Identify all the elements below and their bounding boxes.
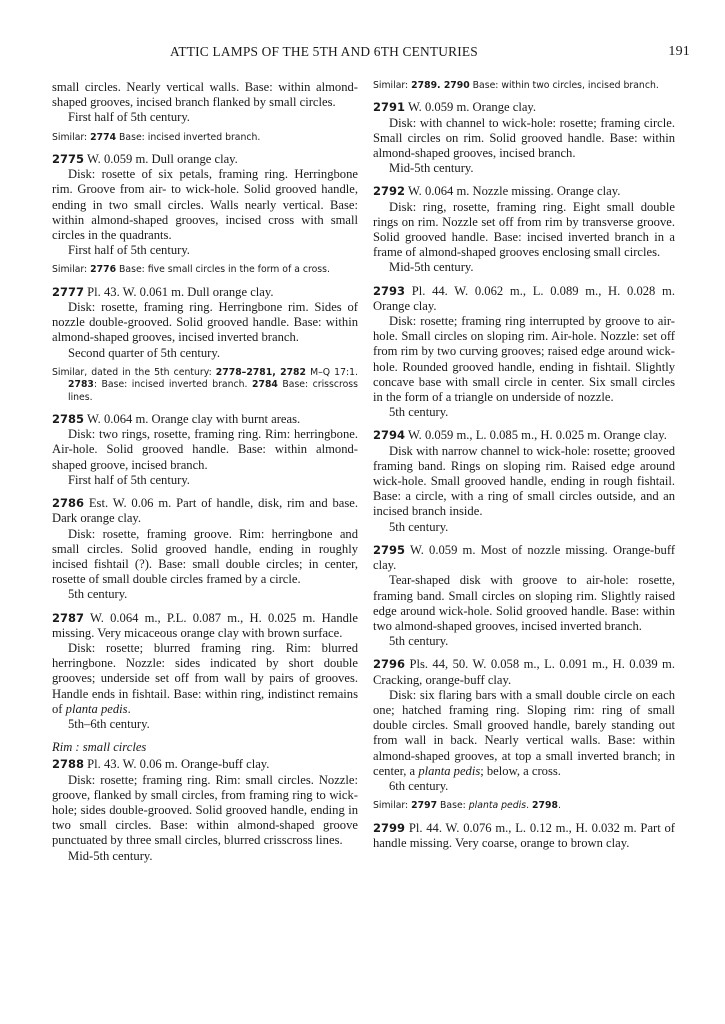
catalog-entry-2785: 2785 W. 0.064 m. Orange clay with burnt areas. Disk: two rings, rosette, framing ring. Rim: herringbone. Air-hole. Solid grooved handle. Base: within almond-shaped groove, incised branch. First half of 5th century. xyxy=(52,412,358,487)
catalog-entry-2786: 2786 Est. W. 0.06 m. Part of handle, disk, rim and base. Dark orange clay. Disk: rosette, framing groove. Rim: herringbone and small circles. Solid grooved handle, ending in roughly incised fishtail (?). Base: small double circles; in center, rosette of small double circles framed by a circle. 5th century. xyxy=(52,496,358,602)
entry-number: 2793 xyxy=(373,283,406,298)
entry-number: 2792 xyxy=(373,184,406,199)
left-column xyxy=(52,80,358,864)
catalog-entry-2793: 2793 Pl. 44. W. 0.062 m., L. 0.089 m., H. 0.028 m. Orange clay. Disk: rosette; framing ring interrupted by groove to air-hole. Small circles on sloping rim. Air-hole. Nozzle: set off from rim by two curving grooves; raised edge around wick-hole. Rounded grooved handle, ending in fishtail. Slightly concave base with small circle in center. Six small circles in the form of a triangle on underside of nozzle. 5th century. xyxy=(373,283,675,420)
entry-number: 2791 xyxy=(373,100,406,115)
similar-note: Similar: 2774 Base: incised inverted branch. xyxy=(52,131,261,143)
catalog-entry-2788: 2788 Pl. 43. W. 0.06 m. Orange-buff clay. Disk: rosette; framing ring. Rim: small circles. Nozzle: groove, flanked by small circles, from framing ring to wick-hole; sides double-grooved. Solid grooved handle, ending in two small circles. Base: within almond-shaped groove punctuated by three small circles, blurred crisscross lines. Mid-5th century. xyxy=(52,757,358,863)
entry-number: 2787 xyxy=(52,610,85,625)
entry-number: 2794 xyxy=(373,428,406,443)
entry-date: 5th–6th century. xyxy=(68,716,150,731)
entry-description: Disk: rosette; framing ring. Rim: small circles. Nozzle: groove, flanked by small circles, from framing ring to wick-hole; sides double-grooved. Solid grooved handle, ending in two small circles. Base: within almond-shaped groove punctuated by three small circles, blurred crisscross lines. xyxy=(52,772,358,848)
entry-date: First half of 5th century. xyxy=(68,243,190,258)
entry-number: 2785 xyxy=(52,412,85,427)
catalog-entry-2794: 2794 W. 0.059 m., L. 0.085 m., H. 0.025 m. Orange clay. Disk with narrow channel to wick-hole: rosette; grooved framing band. Rings on sloping rim. Raised edge around wick-hole. Small grooved handle, ending in rough fishtail. Base: a circle, with a ring of small circles outside, and an incised branch inside. 5th century. xyxy=(373,428,675,534)
entry-number: 2775 xyxy=(52,152,85,167)
catalog-entry-2796: 2796 Pls. 44, 50. W. 0.058 m., L. 0.091 m., H. 0.039 m. Cracking, orange-buff clay. Disk: six flaring bars with a small double circle on each one; hatched framing ring. Sloping rim: ring of small double circles. Small grooved handle, barely standing out from wall in back. Nearly vertical walls. Base: within almond-shaped grooves, at top a small inverted branch; in center, a planta pedis; below, a cross. 6th century. xyxy=(373,657,675,793)
page-title: ATTIC LAMPS OF THE 5TH AND 6TH CENTURIES xyxy=(170,44,478,59)
entry-date: First half of 5th century. xyxy=(68,110,190,125)
entry-date: Mid-5th century. xyxy=(68,848,153,863)
similar-note: Similar: 2797 Base: planta pedis. 2798. xyxy=(373,800,561,812)
similar-note: Similar, dated in the 5th century: 2778–2781, 2782 M–Q 17:1. 2783: Base: incised inverted branch. 2784 Base: crisscross lines. xyxy=(52,366,358,403)
entry-number: 2786 xyxy=(52,496,85,511)
catalog-entry-2799: 2799 Pl. 44. W. 0.076 m., L. 0.12 m., H. 0.032 m. Part of handle missing. Very coarse, orange to brown clay. xyxy=(373,820,675,850)
entry-description: Disk: two rings, rosette, framing ring. Rim: herringbone. Air-hole. Solid grooved handle. Base: within almond-shaped groove, incised branch. xyxy=(52,427,358,472)
catalog-entry-2775: 2775 W. 0.059 m. Dull orange clay. Disk: rosette of six petals, framing ring. Herringbone rim. Groove from air- to wick-hole. Solid grooved handle, ending in two small circles. Walls nearly vertical. Base: within almond-shaped grooves, incised cross with small circles in the quadrants. First half of 5th century. xyxy=(52,152,358,258)
entry-date: 5th century. xyxy=(389,634,449,649)
entry-date: 5th century. xyxy=(389,519,449,534)
entry-number: 2796 xyxy=(373,657,406,672)
catalog-entry-2792: 2792 W. 0.064 m. Nozzle missing. Orange clay. Disk: ring, rosette, framing ring. Eight small double rings on rim. Nozzle set off from rim by transverse groove. Solid grooved handle. Base: incised inverted branch in a frame of almond-shaped grooves enclosing small circles. Mid-5th century. xyxy=(373,184,675,275)
entry-description: Disk: rosette; blurred framing ring. Rim: blurred herringbone. Nozzle: sides indicated by short double grooves; underside set off from wall by pairs of grooves. Handle ends in fishtail. Base: within ring, indistinct remains of planta pedis. xyxy=(52,640,358,716)
entry-description: Disk: rosette, framing groove. Rim: herringbone and small circles. Solid grooved handle, ending in roughly incised fishtail (?). Base: small double circles; in center, rosette of small double circles framed by a circle. xyxy=(52,526,358,587)
entry-date: First half of 5th century. xyxy=(68,472,190,487)
catalog-entry-2777: 2777 Pl. 43. W. 0.061 m. Dull orange clay. Disk: rosette, framing ring. Herringbone rim. Sides of nozzle double-grooved. Solid grooved handle. Base: within almond-shaped grooves, incised inverted branch. Second quarter of 5th century. xyxy=(52,284,358,360)
entry-date: Mid-5th century. xyxy=(389,260,474,275)
catalog-entry-2791: 2791 W. 0.059 m. Orange clay. Disk: with channel to wick-hole: rosette; framing circle. Small circles on rim. Solid grooved handle. Base: within almond-shaped grooves, incised branch. Mid-5th century. xyxy=(373,100,675,176)
entry-date: Mid-5th century. xyxy=(389,161,474,176)
entry-date: 5th century. xyxy=(68,587,128,602)
entry-number: 2799 xyxy=(373,820,406,835)
entry-description: Disk: six flaring bars with a small double circle on each one; hatched framing ring. Sloping rim: ring of small double circles. Small grooved handle, barely standing out from wall in back. Nearly vertical walls. Base: within almond-shaped grooves, at top a small inverted branch; in center, a planta pedis; below, a cross. xyxy=(373,687,675,778)
entry-date: Second quarter of 5th century. xyxy=(68,345,221,360)
entry-date: 6th century. xyxy=(389,778,449,793)
running-header xyxy=(170,44,690,64)
catalog-entry-2787: 2787 W. 0.064 m., P.L. 0.087 m., H. 0.025 m. Handle missing. Very micaceous orange clay with brown surface. Disk: rosette; blurred framing ring. Rim: blurred herringbone. Nozzle: sides indicated by short double grooves; underside set off from wall by pairs of grooves. Handle ends in fishtail. Base: within ring, indistinct remains of planta pedis. 5th–6th century. xyxy=(52,610,359,731)
right-column xyxy=(373,80,675,851)
entry-description: Disk: with channel to wick-hole: rosette; framing circle. Small circles on rim. Solid grooved handle. Base: within almond-shaped grooves, incised branch. xyxy=(373,115,675,161)
entry-description: Disk: rosette, framing ring. Herringbone rim. Sides of nozzle double-grooved. Solid grooved handle. Base: within almond-shaped grooves, incised inverted branch. xyxy=(52,300,358,345)
entry-description: Disk with narrow channel to wick-hole: rosette; grooved framing band. Rings on sloping rim. Raised edge around wick-hole. Small grooved handle, ending in rough fishtail. Base: a circle, with a ring of small circles outside, and an incised branch inside. xyxy=(373,443,675,519)
entry-number: 2777 xyxy=(52,284,85,299)
entry-description: Tear-shaped disk with groove to air-hole: rosette, framing band. Small circles on sloping rim. Slightly raised edge around wick-hole. Solid grooved handle. Base: within two almond-shaped grooves, incised inverted branch. xyxy=(373,573,675,633)
catalog-entry-2795: 2795 W. 0.059 m. Most of nozzle missing. Orange-buff clay. Tear-shaped disk with groove to air-hole: rosette, framing band. Small circles on sloping rim. Slightly raised edge around wick-hole. Solid grooved handle. Base: within two almond-shaped grooves, incised inverted branch. 5th century. xyxy=(373,542,676,649)
section-heading: Rim : small circles xyxy=(52,740,147,755)
similar-note: Similar: 2776 Base: five small circles in the form of a cross. xyxy=(52,264,330,276)
entry-description: Disk: rosette of six petals, framing ring. Herringbone rim. Groove from air- to wick-hole. Solid grooved handle, ending in two small circles. Walls nearly vertical. Base: within almond-shaped grooves, incised cross with small circles in the quadrants. xyxy=(52,167,358,243)
entry-number: 2795 xyxy=(373,542,406,557)
page-number: 191 xyxy=(668,44,690,59)
entry-number: 2788 xyxy=(52,757,85,772)
entry-description: Disk: rosette; framing ring interrupted by groove to air-hole. Small circles on sloping rim. Air-hole. Nozzle: set off from rim by two curving grooves; raised edge around wick-hole. Rounded grooved handle, ending in fishtail. Slightly concave base with small circle in center. Six small circles in the form of a triangle on underside of nozzle. xyxy=(373,314,675,405)
entry-date: 5th century. xyxy=(389,405,449,420)
continued-text: small circles. Nearly vertical walls. Base: within almond-shaped grooves, incised branch flanked by small circles. xyxy=(52,80,358,110)
similar-note: Similar: 2789. 2790 Base: within two circles, incised branch. xyxy=(373,80,659,91)
entry-description: Disk: ring, rosette, framing ring. Eight small double rings on rim. Nozzle set off from rim by transverse groove. Solid grooved handle. Base: incised inverted branch in a frame of almond-shaped grooves enclosing small circles. xyxy=(373,199,675,260)
